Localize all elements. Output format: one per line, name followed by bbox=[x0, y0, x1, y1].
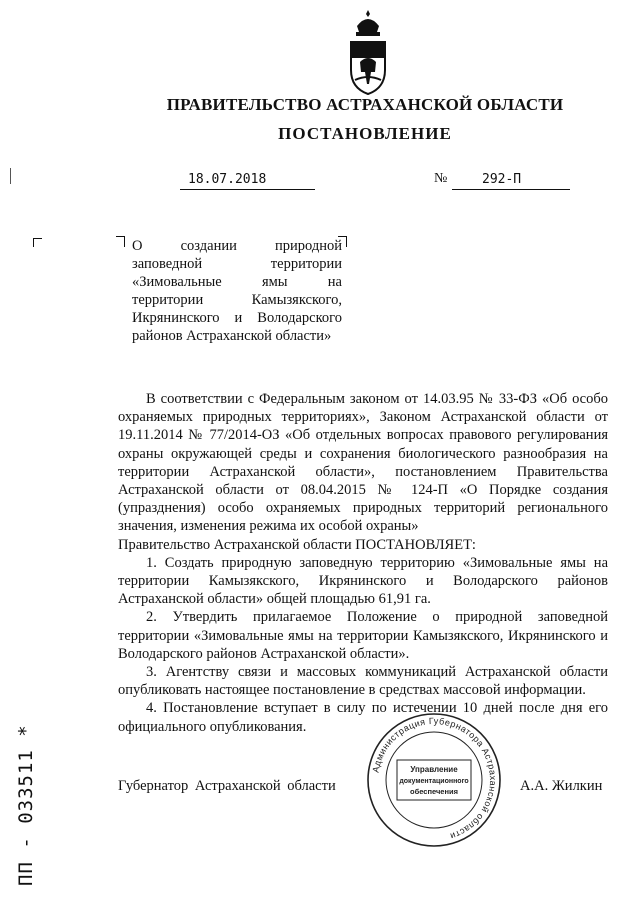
organization-title: ПРАВИТЕЛЬСТВО АСТРАХАНСКОЙ ОБЛАСТИ bbox=[166, 95, 564, 114]
document-type: ПОСТАНОВЛЕНИЕ bbox=[278, 124, 452, 143]
document-subject: О создании природной заповедной территории «Зимовальные ямы на территории Камызякского, Икрянинского и Володарского районов Астраханской области» bbox=[132, 238, 342, 344]
signatory-position: Губернатор Астраханской области bbox=[118, 778, 336, 794]
document-body bbox=[118, 390, 608, 736]
seal-outer-text: Администрация Губернатора Астраханской области bbox=[370, 715, 499, 842]
margin-mark bbox=[10, 168, 11, 184]
seal-inner-line: Управление bbox=[410, 765, 458, 774]
corner-bracket-subject-start bbox=[116, 236, 125, 247]
item-paragraph: 2. Утвердить прилагаемое Положение о природной заповедной территории «Зимовальные ямы на территории Камызякского, Икрянинского и Володарского районов Астраханской области». bbox=[118, 609, 608, 662]
item-paragraph: 3. Агентству связи и массовых коммуникаций Астраханской области опубликовать настоящее постановление в средствах массовой информации. bbox=[118, 664, 608, 699]
document-number: 292-П bbox=[452, 172, 570, 190]
item-paragraph: 4. Постановление вступает в силу по истечении 10 дней после дня его официального опубликования. bbox=[118, 700, 608, 735]
document-date: 18.07.2018 bbox=[180, 172, 315, 190]
number-label: № bbox=[434, 171, 448, 186]
seal-inner-line: обеспечения bbox=[409, 787, 459, 796]
item-paragraph: 1. Создать природную заповедную территорию «Зимовальные ямы на территории Камызякского, Икрянинского и Володарского районов Астраханской области» общей площадью 61,91 га. bbox=[118, 554, 608, 608]
decree-paragraph: Правительство Астраханской области ПОСТАНОВЛЯЕТ: bbox=[118, 536, 476, 553]
official-seal bbox=[364, 710, 504, 850]
preamble-paragraph: В соответствии с Федеральным законом от 14.03.95 № 33-ФЗ «Об особо охраняемых природных территориях», Законом Астраханской области от 19.11.2014 № 77/2014-ОЗ «Об отдельных вопросах правового регулирования охраны окружающей среды и сохранения биологического разнообразия на территории Астраханской области», постановлением Правительства Астраханской области от 08.04.2015 № 124-П «О Порядке создания (упразднения) особо охраняемых природных территорий регионального значения, изменения режима их особой охраны» bbox=[118, 391, 608, 535]
signatory-name: А.А. Жилкин bbox=[520, 778, 603, 794]
corner-bracket-left bbox=[33, 238, 42, 247]
serial-number: ПП - 033511 * bbox=[15, 724, 37, 886]
seal-inner-line: документационного bbox=[399, 778, 469, 785]
coat-of-arms-emblem bbox=[343, 8, 393, 96]
serial-number-stamp bbox=[4, 700, 44, 890]
